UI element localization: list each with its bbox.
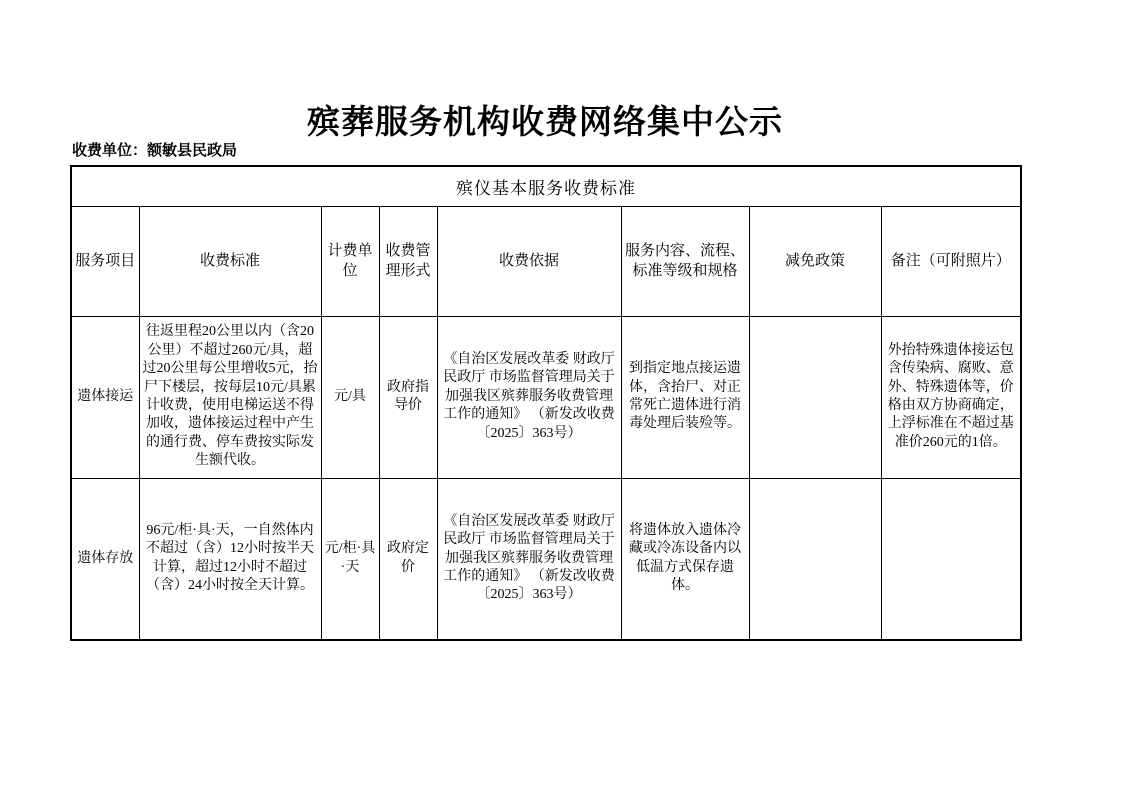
- col-header-service-item: 服务项目: [71, 206, 139, 316]
- col-header-fee-management: 收费管理形式: [379, 206, 437, 316]
- cell-billing-unit: 元/柜·具·天: [321, 478, 379, 640]
- cell-service-item: 遗体存放: [71, 478, 139, 640]
- cell-fee-basis: 《自治区发展改革委 财政厅 民政厅 市场监督管理局关于加强我区殡葬服务收费管理工作的通知》 （新发改收费〔2025〕363号）: [437, 478, 621, 640]
- col-header-billing-unit: 计费单位: [321, 206, 379, 316]
- table-band-header-row: [71, 166, 1021, 206]
- cell-fee-standard: 往返里程20公里以内（含20公里）不超过260元/具，超过20公里每公里增收5元，抬尸下楼层，按每层10元/具累计收费，使用电梯运送不得加收，遗体接运过程中产生的通行费、停车费按实际发生额代收。: [139, 316, 321, 478]
- cell-waiver-policy: [749, 316, 881, 478]
- cell-service-item: 遗体接运: [71, 316, 139, 478]
- cell-fee-management: 政府定价: [379, 478, 437, 640]
- charging-unit-label: 收费单位：额敏县民政局: [72, 143, 238, 159]
- table-row-body-transport: [71, 316, 1021, 478]
- col-header-fee-standard: 收费标准: [139, 206, 321, 316]
- table-band-title: 殡仪基本服务收费标准: [71, 166, 1021, 206]
- page-title: 殡葬服务机构收费网络集中公示: [307, 105, 783, 141]
- table-column-header-row: [71, 206, 1021, 316]
- cell-fee-standard: 96元/柜·具·天，一自然体内不超过（含）12小时按半天计算，超过12小时不超过（含）24小时按全天计算。: [139, 478, 321, 640]
- fee-standards-table: [70, 165, 1022, 641]
- col-header-waiver-policy: 减免政策: [749, 206, 881, 316]
- cell-billing-unit: 元/具: [321, 316, 379, 478]
- cell-service-content: 到指定地点接运遗体，含抬尸、对正常死亡遗体进行消毒处理后装殓等。: [621, 316, 749, 478]
- cell-fee-management: 政府指导价: [379, 316, 437, 478]
- col-header-service-content: 服务内容、流程、标准等级和规格: [621, 206, 749, 316]
- col-header-remarks: 备注（可附照片）: [881, 206, 1021, 316]
- cell-fee-basis: 《自治区发展改革委 财政厅 民政厅 市场监督管理局关于加强我区殡葬服务收费管理工作的通知》 （新发改收费〔2025〕363号）: [437, 316, 621, 478]
- table-row-body-storage: [71, 478, 1021, 640]
- col-header-fee-basis: 收费依据: [437, 206, 621, 316]
- cell-service-content: 将遗体放入遗体冷藏或冷冻设备内以低温方式保存遗体。: [621, 478, 749, 640]
- cell-remarks: 外抬特殊遗体接运包含传染病、腐败、意外、特殊遗体等，价格由双方协商确定，上浮标准在不超过基准价260元的1倍。: [881, 316, 1021, 478]
- cell-remarks: [881, 478, 1021, 640]
- cell-waiver-policy: [749, 478, 881, 640]
